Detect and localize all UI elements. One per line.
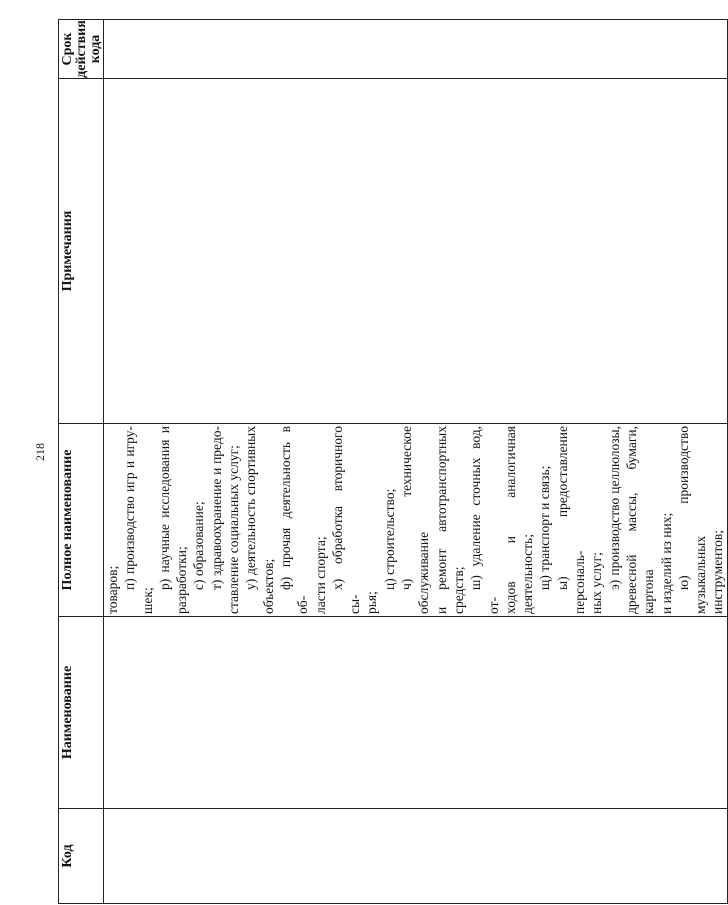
full-name-line: ц) строительство;: [381, 488, 397, 590]
header-name: Наименование: [59, 617, 104, 809]
cell-notes: [104, 79, 728, 424]
full-name-line: ходов и аналогичная деятельность;: [502, 426, 536, 614]
full-name-line: ы) предоставление персональ-: [554, 426, 588, 614]
full-name-line: шек;: [139, 587, 155, 614]
table-row: [104, 20, 728, 904]
full-name-line: древесной массы, бумаги, картона: [623, 426, 657, 614]
full-name-line: разработки;: [174, 546, 190, 614]
header-notes: Примечания: [59, 79, 104, 424]
rotated-table-wrapper: [58, 20, 726, 904]
full-name-line: ных услуг;: [589, 552, 605, 614]
full-name-line: щ) транспорт и связь;: [537, 465, 553, 590]
full-name-line: с) образование;: [191, 501, 207, 590]
page-number: 218: [33, 443, 47, 461]
classification-table: [58, 19, 728, 904]
cell-name: [104, 617, 728, 809]
full-name-line: т) здравоохранение и предо-: [208, 426, 224, 590]
full-name-line: ставление социальных услуг;: [226, 445, 242, 614]
full-name-line: ф) прочая деятельность в об-: [277, 426, 311, 614]
full-name-line: и ремонт автотранспортных: [433, 426, 449, 614]
full-name-line: рья;: [364, 591, 380, 614]
full-name-line: ш) удаление сточных вод, от-: [468, 426, 501, 614]
full-name-line: ю) производство музыкальных: [675, 426, 709, 614]
rotated-sheet: [58, 20, 726, 904]
header-code: Код: [59, 809, 104, 904]
full-name-line: у) деятельность спортивных: [243, 426, 259, 590]
full-name-line: ч) техническое обслуживание: [399, 426, 432, 614]
full-name-line: ласти спорта;: [312, 536, 328, 614]
full-name-line: р) научные исследования и: [156, 426, 172, 590]
full-name-line: и изделий из них;: [658, 512, 674, 614]
header-validity: Срок действия кода: [60, 20, 103, 78]
full-name-line: средств;: [450, 566, 466, 614]
full-name-line: инструментов;: [710, 529, 726, 614]
full-name-line: п) производство игр и игру-: [122, 426, 138, 590]
cell-validity: [104, 20, 728, 79]
full-name-line: э) производство целлюлозы,: [606, 426, 622, 590]
full-name-line: объектов;: [260, 558, 276, 614]
table-header-row: [59, 20, 104, 904]
full-name-line: товаров;: [105, 565, 120, 614]
cell-code: [104, 809, 728, 904]
cell-full-name: [104, 424, 728, 617]
full-name-line: х) обработка вторичного сы-: [329, 426, 363, 614]
header-full-name: Полное наименование: [59, 424, 104, 617]
